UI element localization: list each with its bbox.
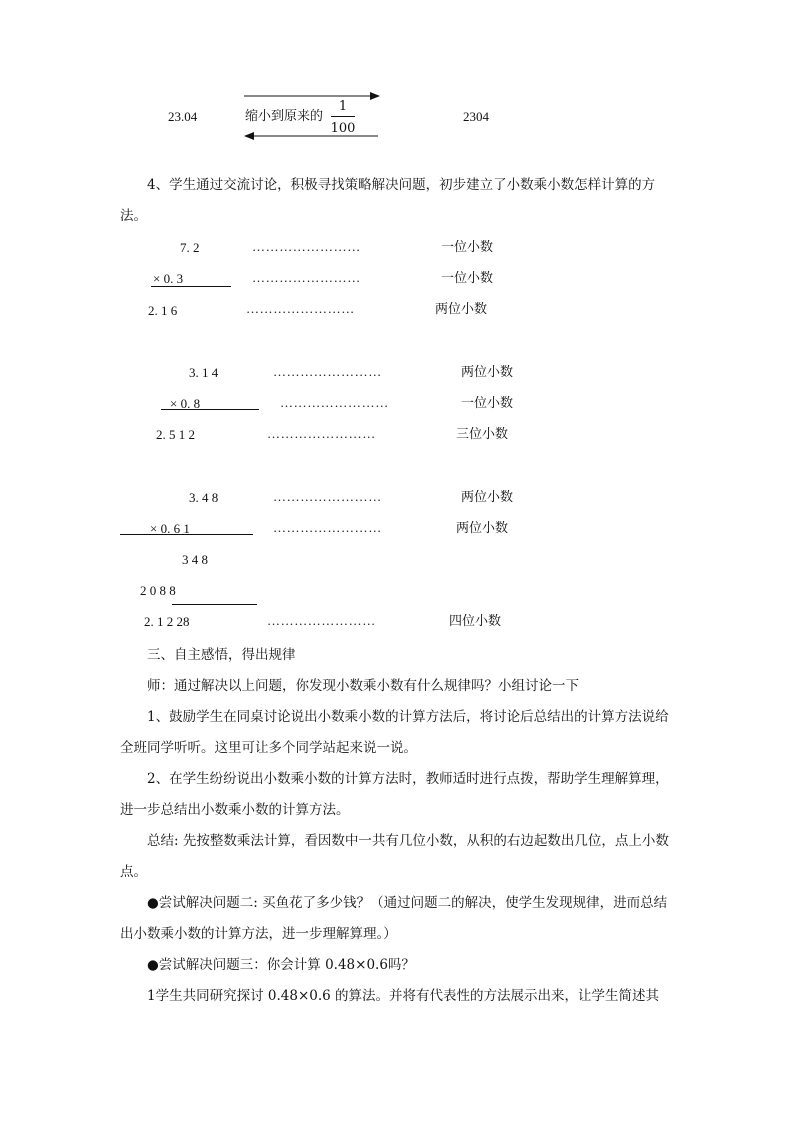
calc2-line1: 3. 1 4 bbox=[189, 365, 219, 380]
calc2-label3: 三位小数 bbox=[456, 427, 509, 442]
calc2-dots2: …………………… bbox=[280, 395, 389, 410]
section3-heading: 三、自主感悟，得出规律 bbox=[147, 647, 296, 663]
fraction-bar bbox=[331, 116, 355, 117]
right-value: 2304 bbox=[463, 109, 489, 124]
calc3-dots2: …………………… bbox=[273, 520, 382, 535]
fraction-numerator: 1 bbox=[338, 99, 348, 114]
calc1-label2: 一位小数 bbox=[441, 271, 494, 286]
calc1-label1: 一位小数 bbox=[441, 240, 494, 255]
calc1-dots3: …………………… bbox=[246, 301, 355, 316]
calc3-line4: 2 0 8 8 bbox=[140, 583, 176, 598]
calc2-label1: 两位小数 bbox=[461, 365, 514, 380]
summary: 总结: 先按整数乘法计算，看因数中一共有几位小数，从积的右边起数出几位，点上小数点。 bbox=[120, 833, 669, 880]
calc2-label2: 一位小数 bbox=[461, 396, 514, 411]
conversion-text: 缩小到原来的 bbox=[245, 109, 324, 124]
calc2-line2: × 0. 8 bbox=[170, 396, 201, 411]
calc3-label5: 四位小数 bbox=[449, 614, 502, 629]
teacher-question: 师：通过解决以上问题，你发现小数乘小数有什么规律吗？小组讨论一下 bbox=[147, 678, 579, 694]
calc1-label3: 两位小数 bbox=[435, 302, 488, 317]
calc3-dots1: …………………… bbox=[273, 489, 382, 504]
calc3-label1: 两位小数 bbox=[461, 490, 514, 505]
left-arrow-icon bbox=[244, 130, 380, 142]
calc1-line1: 7. 2 bbox=[180, 240, 200, 255]
right-arrow-icon bbox=[244, 90, 380, 102]
calc1-dots1: …………………… bbox=[252, 239, 361, 254]
calc3-line5: 2. 1 2 28 bbox=[144, 614, 190, 629]
calc2-line3: 2. 5 1 2 bbox=[156, 427, 195, 442]
left-value: 23.04 bbox=[168, 109, 198, 124]
calc1-line2: × 0. 3 bbox=[153, 271, 184, 286]
paragraph-3: 1学生共同研究探讨 0.48×0.6 的算法。并将有代表性的方法展示出来，让学生简述其 bbox=[147, 988, 660, 1004]
calc3-rule2 bbox=[172, 604, 257, 605]
calc2-dots3: …………………… bbox=[267, 426, 376, 441]
calc3-dots5: …………………… bbox=[267, 613, 376, 628]
calc3-label2: 两位小数 bbox=[456, 521, 509, 536]
calc1-dots2: …………………… bbox=[252, 270, 361, 285]
try-problem-3: ●尝试解决问题三：你会计算 0.48×0.6吗？ bbox=[147, 957, 415, 973]
paragraph-1: 1、鼓励学生在同桌讨论说出小数乘小数的计算方法后，将讨论后总结出的计算方法说给全班同学听听。这里可让多个同学站起来说一说。 bbox=[120, 709, 669, 756]
calc2-dots1: …………………… bbox=[273, 364, 382, 379]
calc3-rule1 bbox=[120, 534, 253, 535]
point4-text: 4、学生通过交流讨论，积极寻找策略解决问题，初步建立了小数乘小数怎样计算的方法。 bbox=[120, 177, 656, 224]
try-problem-2: ●尝试解决问题二: 买鱼花了多少钱？（通过问题二的解决，使学生发现规律，进而总结出小数乘小数的计算方法，进一步理解算理。） bbox=[120, 895, 668, 942]
calc1-rule bbox=[151, 286, 231, 287]
paragraph-2: 2、在学生纷纷说出小数乘小数的计算方法时，教师适时进行点拨，帮助学生理解算理，进一步总结出小数乘小数的计算方法。 bbox=[120, 771, 669, 818]
calc2-rule bbox=[161, 409, 259, 410]
calc3-line3: 3 4 8 bbox=[182, 552, 208, 567]
fraction-denominator: 100 bbox=[330, 121, 356, 136]
calc1-line3: 2. 1 6 bbox=[148, 303, 178, 318]
calc3-line2: × 0. 6 1 bbox=[150, 521, 190, 536]
calc3-line1: 3. 4 8 bbox=[189, 490, 219, 505]
